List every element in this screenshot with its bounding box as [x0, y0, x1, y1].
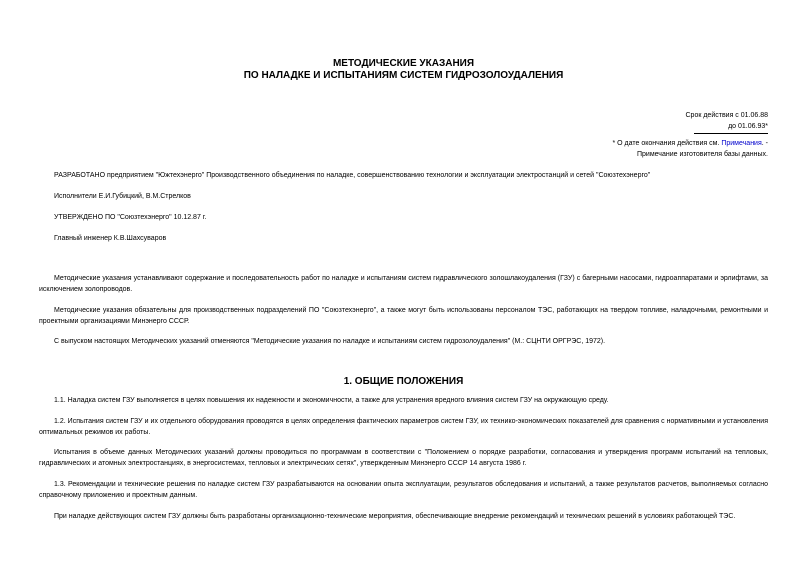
- footnote-divider: [694, 133, 768, 134]
- intro-paragraph-3: [39, 336, 768, 347]
- paragraph-1-2: [39, 416, 768, 438]
- paragraph-1-3b: [39, 511, 768, 522]
- footnote-line1: [612, 138, 768, 149]
- executors: Исполнители Е.И.Губицкий, В.М.Стрелков: [54, 193, 191, 200]
- footnote-suffix: . -: [761, 140, 768, 147]
- p1-2-text: 1.2. Испытания систем ГЗУ и их отдельного оборудования проводятся в целях определения фактических параметров систем ГЗУ, их технико-экономических показателей для сравнения с нормативными и установления оптимальных режимов их работы.: [39, 418, 768, 436]
- validity-from: Срок действия с 01.06.88: [685, 112, 768, 119]
- paragraph-1-1: [39, 395, 768, 406]
- intro-p2-text: Методические указания обязательны для производственных подразделений ПО "Союзтехэнерго", а также могут быть использованы персоналом ТЭС, работающих на твердом топливе, наладочными, ремонтными и проектными организациями Минэнерго СССР.: [39, 307, 768, 325]
- intro-p3-text: С выпуском настоящих Методических указаний отменяются "Методические указания по наладке и испытаниям систем гидрозолоудаления" (М.: СЦНТИ ОРГРЭС, 1972).: [54, 338, 606, 345]
- p1-2b-text: Испытания в объеме данных Методических указаний должны проводиться по программам в соответствии с "Положением о порядке разработки, согласования и утверждения программ испытаний на тепловых, гидравлических и атомных электростанциях, в энергосистемах, тепловых и электрических сетях", утвержденным Минэнерго СССР 14 августа 1986 г.: [39, 449, 768, 467]
- document-title-line1: МЕТОДИЧЕСКИЕ УКАЗАНИЯ: [332, 58, 475, 69]
- intro-p1-text: Методические указания устанавливают содержание и последовательность работ по наладке и испытаниям систем гидравлического золошлакоудаления (ГЗУ) с багерными насосами, гидроаппаратами и эрлифтами, за исключением золопроводов.: [39, 275, 768, 293]
- section-heading: 1. ОБЩИЕ ПОЛОЖЕНИЯ: [343, 376, 464, 387]
- intro-paragraph-1: [39, 273, 768, 295]
- footnote-prefix: * О дате окончания действия см.: [612, 140, 720, 147]
- validity-to: до 01.06.93*: [728, 123, 768, 130]
- p1-1-text: 1.1. Наладка систем ГЗУ выполняется в целях повышения их надежности и экономичности, а также для устранения вредного влияния систем ГЗУ на окружающую среду.: [54, 397, 609, 404]
- chief-engineer: Главный инженер К.В.Шахсуваров: [54, 235, 167, 242]
- paragraph-1-3: [39, 479, 768, 501]
- developed-by: РАЗРАБОТАНО предприятием "Южтехэнерго" Производственного объединения по наладке, совершенствованию технологии и эксплуатации электростанций и сетей "Союзтехэнерго": [54, 172, 651, 179]
- p1-3b-text: При наладке действующих систем ГЗУ должны быть разработаны организационно-технические мероприятия, обеспечивающие внедрение рекомендаций и технических решений в условиях работающей ТЭС.: [54, 513, 736, 520]
- document-title-line2: ПО НАЛАДКЕ И ИСПЫТАНИЯМ СИСТЕМ ГИДРОЗОЛОУДАЛЕНИЯ: [243, 70, 564, 81]
- paragraph-1-2b: [39, 447, 768, 469]
- approved: УТВЕРЖДЕНО ПО "Союзтехэнерго" 10.12.87 г.: [54, 214, 207, 221]
- p1-3-text: 1.3. Рекомендации и технические решения по наладке систем ГЗУ разрабатываются на основании опыта эксплуатации, результатов обследования и испытаний, а также результатов расчетов, выполняемых согласно справочному приложению и проектным данным.: [39, 481, 768, 499]
- intro-paragraph-2: [39, 305, 768, 327]
- footnote-line2: Примечание изготовителя базы данных.: [636, 151, 768, 158]
- notes-link[interactable]: Примечания: [721, 140, 762, 147]
